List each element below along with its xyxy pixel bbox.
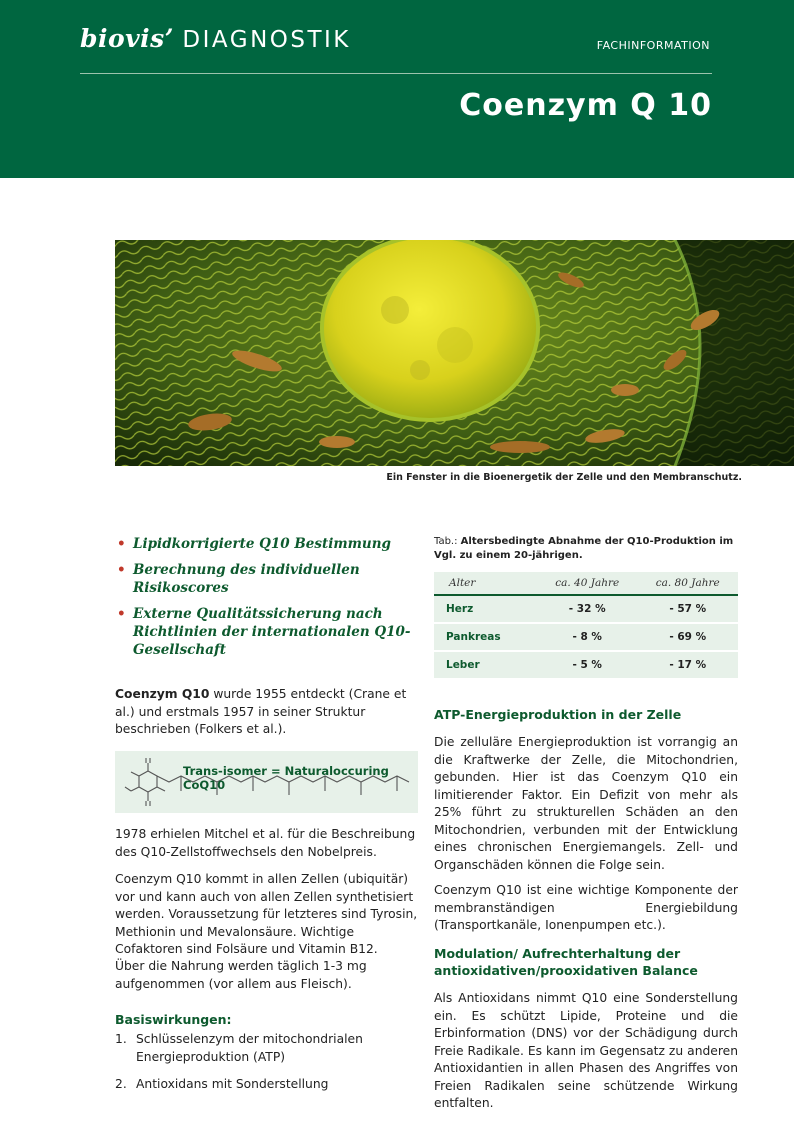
feature-text: Externe Qualitätssicherung nach Richtlinien der internationalen Q10-Gesellschaft	[133, 606, 411, 658]
header-banner	[0, 0, 794, 178]
document-type-label: FACHINFORMATION	[596, 39, 710, 52]
basis-text: Schlüsselenzym der mitochondrialen Energieproduktion (ATP)	[136, 1032, 363, 1064]
feature-item	[115, 605, 415, 659]
bullet-dot-icon: •	[117, 562, 126, 578]
brand-logo	[80, 24, 351, 53]
table-header: ca. 80 Jahre	[637, 572, 738, 595]
intro-text: wurde 1955 entdeckt (Crane et al.) und erstmals 1957 in seiner Struktur beschrieben (Folkers et al.).	[115, 687, 407, 736]
basis-num: 2.	[115, 1077, 127, 1091]
page-title: Coenzym Q 10	[459, 88, 712, 123]
feature-item	[115, 535, 415, 553]
table-cell: Pankreas	[434, 623, 537, 651]
brand-rest: DIAGNOSTIK	[182, 27, 351, 53]
feature-text: Lipidkorrigierte Q10 Bestimmung	[133, 536, 391, 552]
basis-item	[115, 1076, 418, 1094]
table-cell: - 69 %	[637, 623, 738, 651]
basis-text: Antioxidans mit Sonderstellung	[136, 1077, 329, 1091]
molecule-figure	[115, 751, 418, 813]
table-cell: - 8 %	[537, 623, 638, 651]
feature-item	[115, 561, 415, 597]
table-caption-text: Altersbedingte Abnahme der Q10-Produktion im Vgl. zu einem 20-jährigen.	[434, 536, 734, 561]
table-header: ca. 40 Jahre	[537, 572, 638, 595]
table-row	[434, 623, 738, 651]
bullet-dot-icon: •	[117, 536, 126, 552]
antioxidant-paragraph: Als Antioxidans nimmt Q10 eine Sonderstellung ein. Es schützt Lipide, Proteine und die Erbinformation (DNS) vor der Schädigung durch Freie Radikale. Es kann im Gegensatz zu anderen Antioxidantien in allen Phasen des Angriffes von Freien Radikalen seine schützende Wirkung entfalten.	[434, 991, 738, 1110]
nobel-paragraph: 1978 erhielen Mitchel et al. für die Beschreibung des Q10-Zellstoffwechsels den Nobelpreis.	[115, 827, 416, 859]
brand-italic: biovis’	[80, 24, 174, 53]
table-cell: - 17 %	[637, 651, 738, 678]
header-divider	[80, 73, 712, 74]
table-row	[434, 595, 738, 623]
basis-list	[115, 1031, 418, 1094]
table-header-row	[434, 572, 738, 595]
feature-list	[115, 535, 415, 667]
table-caption	[434, 535, 734, 563]
table-caption-prefix: Tab.:	[434, 536, 458, 547]
basis-item	[115, 1031, 418, 1066]
feature-text: Berechnung des individuellen Risikoscores	[133, 562, 360, 596]
synthesis-paragraph: Coenzym Q10 kommt in allen Zellen (ubiquitär) vor und kann auch von allen Zellen synthetisiert werden. Voraussetzung für letzteres sind Tyrosin, Methionin und Mevalonsäure. Wichtige Cofaktoren sind Folsäure und Vitamin B12.	[115, 872, 418, 956]
image-caption: Ein Fenster in die Bioenergetik der Zelle und den Membranschutz.	[386, 472, 742, 483]
table-cell: - 5 %	[537, 651, 638, 678]
balance-heading: Modulation/ Aufrechterhaltung der antioxidativen/prooxidativen Balance	[434, 946, 698, 978]
atp-heading: ATP-Energieproduktion in der Zelle	[434, 707, 682, 722]
age-decline-table	[434, 572, 738, 678]
cell-micrograph-image	[115, 240, 794, 466]
table-cell: Leber	[434, 651, 537, 678]
basis-num: 1.	[115, 1032, 127, 1046]
table-row	[434, 651, 738, 678]
molecule-title: Trans-isomer = Naturaloccuring CoQ10	[183, 764, 389, 792]
intro-bold: Coenzym Q10	[115, 687, 210, 701]
table-cell: - 57 %	[637, 595, 738, 623]
membrane-paragraph: Coenzym Q10 ist eine wichtige Komponente der membranständigen Energiebildung (Transportkanäle, Ionenpumpen etc.).	[434, 883, 738, 932]
table-cell: Herz	[434, 595, 537, 623]
table-cell: - 32 %	[537, 595, 638, 623]
table-header: Alter	[434, 572, 537, 595]
bullet-dot-icon: •	[117, 606, 126, 622]
basis-heading: Basiswirkungen:	[115, 1012, 232, 1027]
atp-paragraph: Die zelluläre Energieproduktion ist vorrangig an die Kraftwerke der Zelle, die Mitochondrien, gebunden. Hier ist das Coenzym Q10 ein limitierender Faktor. Ein Defizit von mehr als 25% führt zu strukturellen Schäden an den Mitochondrien, verbunden mit der Entwicklung eines chronischen Energiemangels. Zell- und Organschäden können die Folge sein.	[434, 735, 738, 872]
intro-paragraph	[115, 686, 418, 739]
intake-paragraph: Über die Nahrung werden täglich 1-3 mg aufgenommen (vor allem aus Fleisch).	[115, 959, 367, 991]
